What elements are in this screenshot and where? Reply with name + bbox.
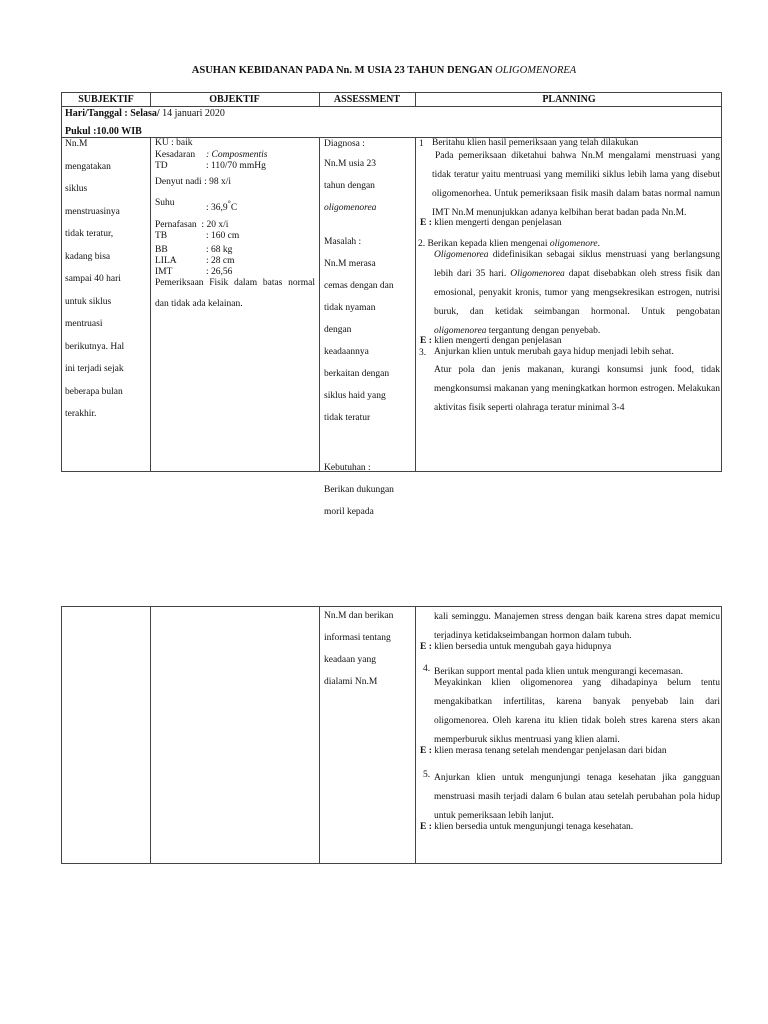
subjektif-line: Nn.M	[65, 139, 88, 149]
planning-cell	[418, 138, 720, 418]
header-assessment: ASSESSMENT	[333, 94, 401, 105]
subjektif-line: kadang bisa	[65, 251, 111, 262]
plan-head-3: Anjurkan klien untuk merubah gaya hidup menjadi lebih sehat.	[434, 347, 674, 357]
subjektif-line: ini terjadi sejak	[65, 364, 124, 374]
plan-num-5: 5.	[423, 770, 431, 780]
assessment-line: Nn.M usia 23	[324, 159, 376, 169]
plan-item-1	[418, 138, 720, 223]
plan-eval-1: E : klien mengerti dengan penjelasan	[420, 218, 562, 228]
plan-head-2: 2. Berikan kepada klien mengenai oligomenore.	[418, 239, 600, 249]
plan-item-5	[418, 769, 720, 826]
assessment-line: Diagnosa :	[324, 139, 365, 149]
plan-body-1: Pada pemeriksaan diketahui bahwa Nn.M mengalami menstruasi yang tidak teratur yaitu mentruasi yang memiliki siklus lebih lama yang disebut oligomenorhea. Untuk pemeriksaan fisik masih dalam batas normal namun IMT Nn.M menunjukkan adanya kelbihan berat badan pada Nn.M.	[432, 151, 720, 218]
subjektif-line: terakhir.	[65, 409, 97, 419]
subjektif-line: beberapa bulan	[65, 386, 123, 397]
td-line	[155, 161, 315, 172]
bb-line	[155, 245, 315, 256]
plan-head-1: Beritahu klien hasil pemeriksaan yang telah dilakukan	[432, 138, 639, 148]
pernafasan-line: Pernafasan : 20 x/i	[155, 220, 229, 231]
plan-body-2: Oligomenorea didefinisikan sebagai siklus menstruasi yang berlangsung lebih dari 35 hari. Oligomenorea dapat disebabkan oleh stress fisik dan emosional, penyakit kronis, tumor yang mengsekresikan estrogen, nutrisi buruk, dan ketidak seimbangan hormonal. Untuk pengobatan oligomenorea tergantung dengan penyebab.	[434, 250, 721, 336]
assessment-line: tidak nyaman	[324, 303, 376, 313]
assessment-line: oligomenorea	[324, 203, 377, 213]
subjektif-line: menstruasinya	[65, 206, 120, 217]
plan-body-4: Meyakinkan klien oligomenorea yang dihadapinya belum tentu mengakibatkan infertilitas, karena banyak penyebab lain dari oligomenorea. Oleh karena itu klien tidak boleh stres karena sters akan memperburuk siklus mentruasi yang klien alami.	[434, 678, 720, 745]
plan-eval-4: E : klien merasa tenang setelah mendengar penjelasan dari bidan	[420, 746, 667, 756]
plan-item-2	[418, 239, 720, 341]
assessment-line: moril kepada	[324, 507, 374, 517]
plan-head-5: Anjurkan klien untuk mengunjungi tenaga kesehatan jika gangguan menstruasi masih terjadi dalam 6 bulan atau setelah perubahan pola hidup untuk pemeriksaan lebih lanjut.	[434, 773, 720, 821]
subjektif-line: mentruasi	[65, 319, 103, 329]
date-label: Hari/Tanggal : Selasa/	[65, 108, 160, 119]
nadi-line: Denyut nadi : 98 x/i	[155, 177, 231, 187]
bb-value: : 68 kg	[206, 245, 233, 256]
assessment-line: Kebutuhan :	[324, 463, 371, 473]
assessment-line: cemas dengan dan	[324, 281, 394, 291]
assessment-line: berkaitan dengan	[324, 369, 390, 379]
header-planning: PLANNING	[542, 94, 596, 105]
assessment-line: Nn.M merasa	[324, 259, 376, 269]
date-value: 14 januari 2020	[162, 108, 225, 119]
soap-table-page-1	[61, 92, 722, 517]
assessment-line: keadaan yang	[324, 655, 376, 665]
assessment-line	[324, 448, 414, 452]
plan-body-3a: Atur pola dan jenis makanan, kurangi konsumsi junk food, tidak mengkonsumsi makanan yang meningkatkan hormon estrogen. Melakukan aktivitas fisik seperti olahraga teratur minimal 3-4	[434, 365, 720, 413]
plan-item-3	[418, 347, 720, 418]
assessment-line: keadaannya	[324, 347, 369, 357]
assessment-line: siklus haid yang	[324, 391, 386, 401]
ku-line: KU : baik	[155, 138, 193, 148]
assessment-line: informasi tentang	[324, 633, 391, 643]
subjektif-line: berikutnya. Hal	[65, 341, 125, 352]
date-row	[65, 108, 225, 120]
subjektif-line: untuk siklus	[65, 296, 112, 307]
imt-label: IMT	[155, 267, 173, 278]
assessment-line: tahun dengan	[324, 181, 375, 191]
suhu-line	[155, 198, 315, 214]
assessment-line: dengan	[324, 325, 352, 335]
plan-item-4	[418, 663, 720, 750]
subjektif-line: sampai 40 hari	[65, 274, 121, 284]
objektif-cell	[155, 138, 315, 315]
subjektif-line: mengatakan	[65, 161, 111, 172]
kesadaran-line	[155, 150, 315, 161]
plan-eval-3: E : klien bersedia untuk mengubah gaya hidupnya	[420, 642, 612, 652]
imt-value: : 26,56	[206, 267, 233, 278]
subjektif-cell	[65, 138, 149, 431]
assessment-line: Masalah :	[324, 237, 362, 247]
assessment-line: dialami Nn.M	[324, 677, 378, 687]
assessment-line: Berikan dukungan	[324, 485, 394, 495]
subjektif-line: tidak teratur,	[65, 229, 114, 239]
tb-value: : 160 cm	[206, 231, 240, 242]
plan-head-4: Berikan support mental pada klien untuk mengurangi kecemasan.	[434, 667, 684, 677]
td-value: : 110/70 mmHg	[206, 161, 266, 171]
document-title	[0, 65, 768, 76]
suhu-label: Suhu	[155, 198, 175, 208]
tb-label: TB	[155, 231, 168, 242]
title-main: ASUHAN KEBIDANAN PADA Nn. M USIA 23 TAHUN DENGAN	[191, 65, 493, 76]
plan-num-4: 4.	[423, 664, 431, 674]
lila-label: LILA	[155, 256, 177, 267]
assessment-line	[324, 434, 414, 438]
header-subjektif: SUBJEKTIF	[78, 94, 134, 105]
assessment-line: tidak teratur	[324, 413, 371, 423]
title-italic: OLIGOMENOREA	[495, 65, 577, 76]
plan-num-1: 1	[419, 139, 424, 149]
header-objektif: OBJEKTIF	[209, 94, 260, 105]
lila-value: : 28 cm	[206, 256, 235, 267]
plan-num-3: 3.	[419, 348, 427, 358]
lila-line	[155, 256, 315, 267]
assessment-cell-cont	[324, 610, 414, 698]
subjektif-line: siklus	[65, 184, 88, 194]
suhu-value: : 36,9°C	[206, 199, 238, 214]
td-label: TD	[155, 161, 168, 171]
assessment-line: Nn.M dan berikan	[324, 611, 394, 621]
pemeriksaan-text: Pemeriksaan Fisik dalam batas normal dan tidak ada kelainan.	[155, 278, 315, 310]
soap-table-page-2	[61, 606, 722, 864]
assessment-line	[324, 224, 414, 226]
plan-eval-2: E : klien mengerti dengan penjelasan	[420, 336, 562, 346]
bb-label: BB	[155, 245, 168, 256]
kesadaran-label: Kesadaran	[155, 150, 196, 160]
plan-body-3b: kali seminggu. Manajemen stress dengan baik karena stres dapat memicu terjadinya ketidakseimbangan hormon dalam tubuh.	[434, 612, 720, 641]
assessment-cell	[324, 138, 414, 528]
tb-line	[155, 231, 315, 242]
planning-cell-cont	[418, 608, 720, 833]
kesadaran-value: : Composmentis	[206, 150, 268, 160]
plan-eval-5: E : klien bersedia untuk mengunjungi tenaga kesehatan.	[420, 822, 634, 832]
time-label: Pukul :10.00 WIB	[65, 126, 142, 137]
